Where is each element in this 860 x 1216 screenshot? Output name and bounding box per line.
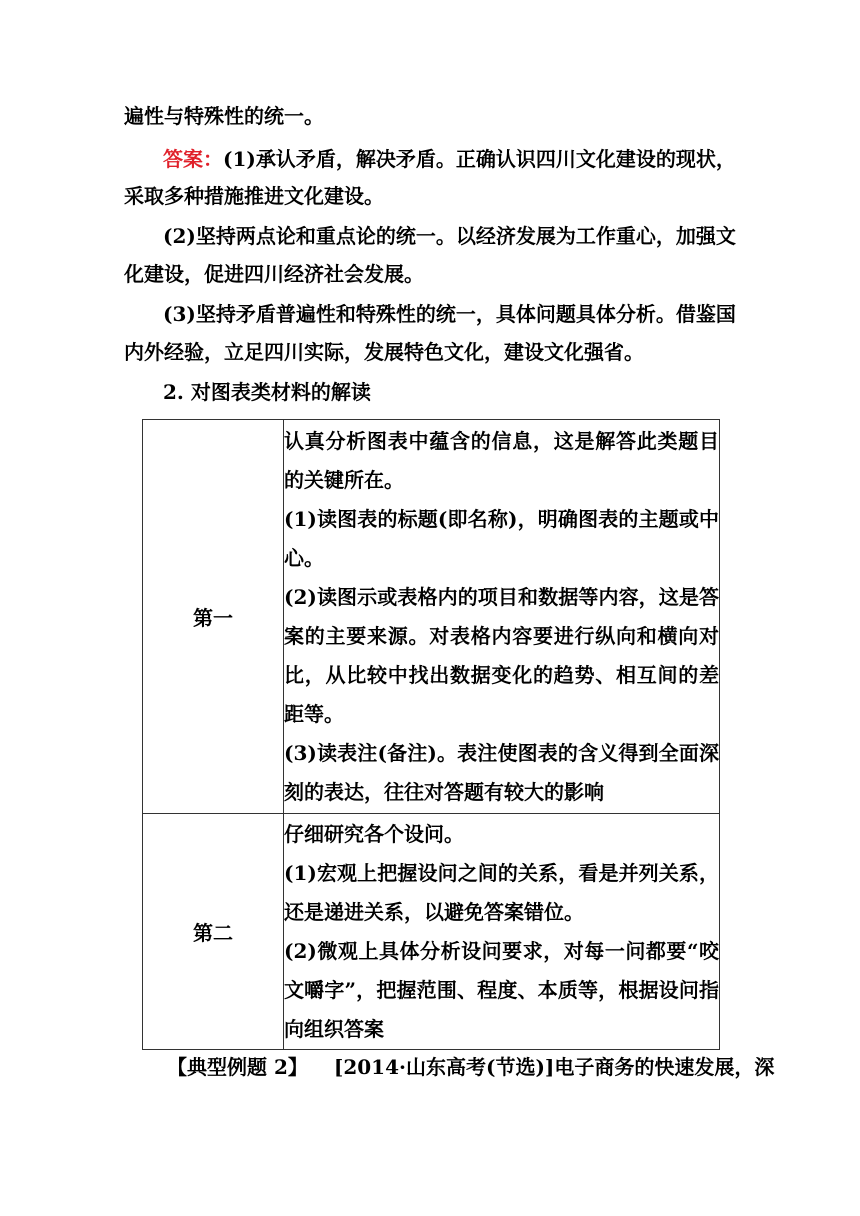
example-line — [167, 1053, 774, 1081]
example-label: 【典型例题 2】 — [167, 1055, 308, 1079]
section-heading: 2. 对图表类材料的解读 — [163, 380, 371, 404]
answer-p1-text: (1)承认矛盾，解决矛盾。正确认识四川文化建设的现状， — [223, 147, 736, 171]
example-text: 电子商务的快速发展，深 — [554, 1055, 775, 1079]
first-step-1: (1)读图表的标题(即名称)，明确图表的主题或中心。 — [284, 506, 719, 570]
second-step-2: (2)微观上具体分析设问要求，对每一问都要“咬文嚼字”，把握范围、程度、本质等，根据设问指向组织答案 — [284, 938, 719, 1041]
answer-label: 答案： — [163, 147, 223, 171]
row-label-first: 第一 — [143, 420, 284, 814]
answer-paragraph-1-line-1 — [163, 145, 736, 173]
answer-paragraph-2-line-1: (2)坚持两点论和重点论的统一。以经济发展为工作重心，加强文 — [163, 224, 736, 248]
row-content-second — [284, 814, 720, 1050]
analysis-table — [142, 419, 720, 1050]
answer-paragraph-1-line-2: 采取多种措施推进文化建设。 — [124, 184, 384, 208]
first-intro: 认真分析图表中蕴含的信息，这是解答此类题目的关键所在。 — [284, 428, 719, 492]
example-source: [2014·山东高考(节选)] — [333, 1055, 555, 1079]
first-step-3: (3)读表注(备注)。表注使图表的含义得到全面深刻的表达，往往对答题有较大的影响 — [284, 740, 719, 804]
answer-paragraph-2-line-2: 化建设，促进四川经济社会发展。 — [124, 262, 424, 286]
second-step-1: (1)宏观上把握设问之间的关系，看是并列关系，还是递进关系，以避免答案错位。 — [284, 860, 719, 924]
second-intro: 仔细研究各个设问。 — [284, 821, 464, 846]
first-step-2: (2)读图示或表格内的项目和数据等内容，这是答案的主要来源。对表格内容要进行纵向和横向对比，从比较中找出数据变化的趋势、相互间的差距等。 — [284, 584, 719, 726]
answer-paragraph-3-line-2: 内外经验，立足四川实际，发展特色文化，建设文化强省。 — [124, 340, 644, 364]
row-content-first — [284, 420, 720, 814]
intro-line: 遍性与特殊性的统一。 — [124, 104, 324, 128]
table-row — [143, 814, 720, 1050]
table-row — [143, 420, 720, 814]
answer-paragraph-3-line-1: (3)坚持矛盾普遍性和特殊性的统一，具体问题具体分析。借鉴国 — [163, 302, 736, 326]
row-label-second: 第二 — [143, 814, 284, 1050]
